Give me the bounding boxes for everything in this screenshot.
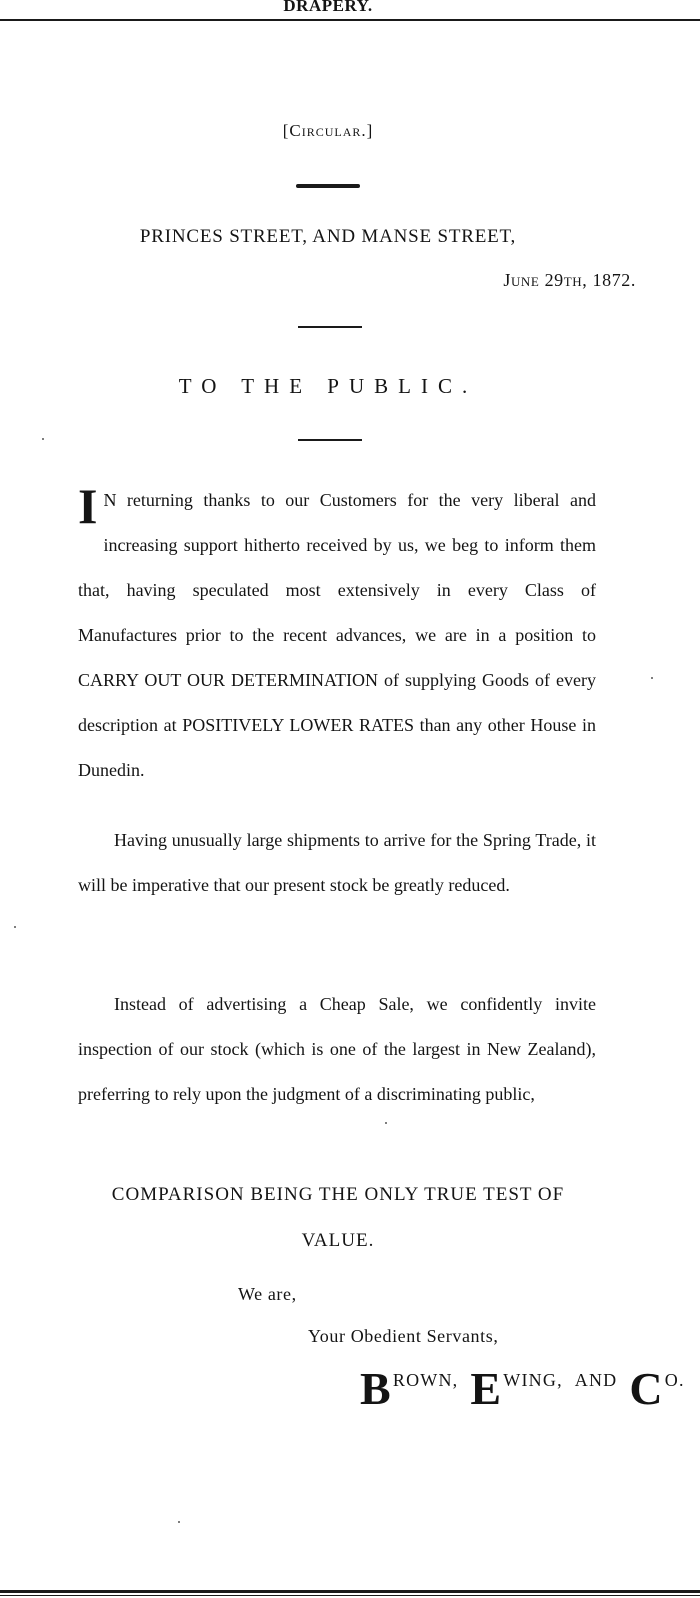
scan-speck xyxy=(42,438,44,440)
scan-speck xyxy=(14,926,16,928)
ornament-rule-3 xyxy=(298,439,362,441)
paragraph-1-text: N returning thanks to our Customers for the very liberal and increasing support hitherto received by us, we beg to inform them that, having speculated most extensively in every Class of Manufactures prior to the recent advances, we are in a position to CARRY OUT OUR DETERMINATION of supplying Goods of every description at POSITIVELY LOWER RATES than any other House in Dunedin. xyxy=(78,490,596,780)
ornament-rule-2 xyxy=(298,326,362,328)
section-title: DRAPERY. xyxy=(283,0,373,15)
signature-and: AND xyxy=(574,1370,618,1390)
slogan-line-2: VALUE. xyxy=(301,1230,375,1251)
signature-c-rest: O. xyxy=(664,1370,685,1390)
signature-e-rest: WING, xyxy=(503,1370,563,1390)
drop-cap: I xyxy=(78,478,98,534)
footer-rule-thin xyxy=(0,1595,700,1596)
scan-speck xyxy=(385,1122,387,1124)
signature-e-cap: E xyxy=(470,1363,503,1414)
ornament-rule-1 xyxy=(296,184,360,188)
signature xyxy=(360,1362,685,1415)
signature-c-cap: C xyxy=(629,1363,664,1414)
date-line: June 29th, 1872. xyxy=(503,270,636,290)
signature-b-cap: B xyxy=(360,1363,392,1414)
circular-open-bracket: [ xyxy=(282,121,290,140)
circular-label xyxy=(0,121,656,141)
closing-we-are: We are, xyxy=(238,1284,297,1304)
paragraph-3: Instead of advertising a Cheap Sale, we confidently invite inspection of our stock (which is one of the largest in New Zealand), preferring to rely upon the judgment of a discriminating public, xyxy=(78,994,596,1104)
slogan xyxy=(80,1172,596,1264)
address-line: PRINCES STREET, AND MANSE STREET, xyxy=(139,226,517,247)
scan-speck xyxy=(651,677,653,679)
page-heading: TO THE PUBLIC. xyxy=(178,374,478,398)
closing-servants: Your Obedient Servants, xyxy=(308,1326,499,1346)
slogan-line-1: COMPARISON BEING THE ONLY TRUE TEST OF xyxy=(111,1184,565,1205)
scan-speck xyxy=(178,1521,180,1523)
paragraph-2: Having unusually large shipments to arrive for the Spring Trade, it will be imperative that our present stock be greatly reduced. xyxy=(78,830,596,895)
circular-close-bracket: ] xyxy=(366,121,374,140)
signature-b-rest: ROWN, xyxy=(392,1370,459,1390)
footer-rule-thick xyxy=(0,1590,700,1593)
paragraph-1 xyxy=(78,478,596,793)
circular-text: Circular. xyxy=(289,121,367,140)
header-rule xyxy=(0,19,700,21)
